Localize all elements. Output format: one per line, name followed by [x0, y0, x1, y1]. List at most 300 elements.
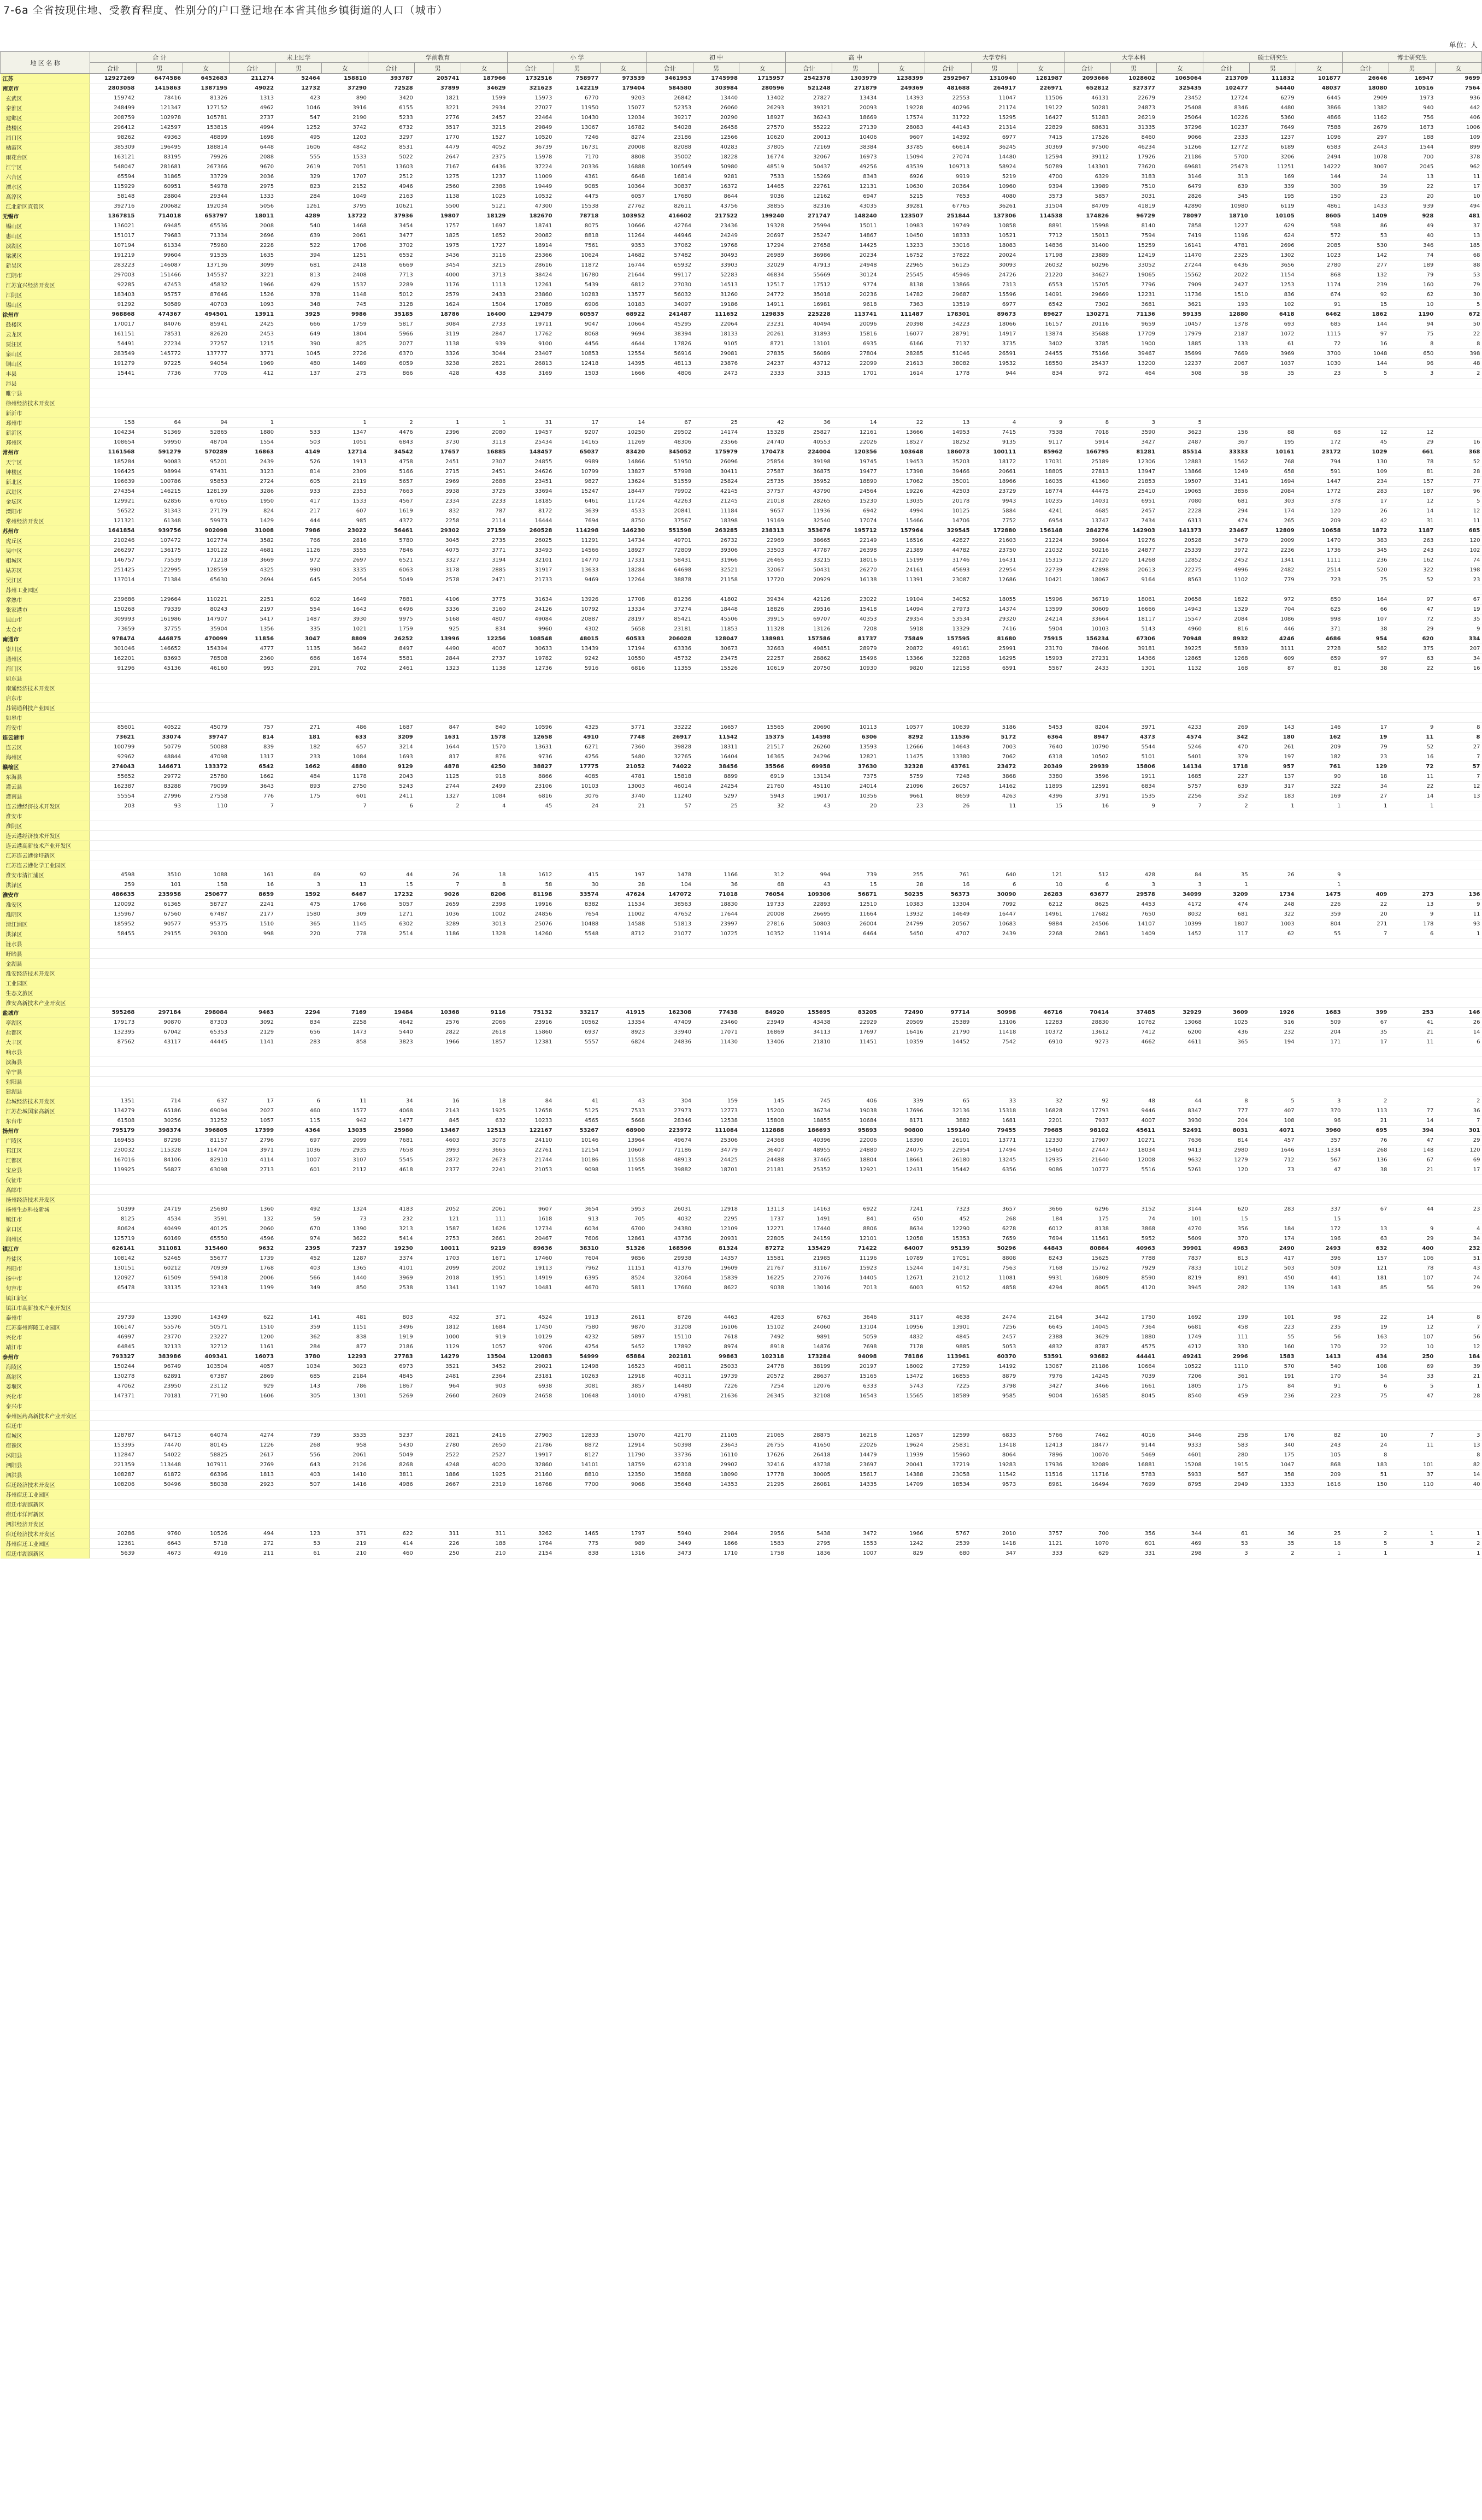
- value-cell: [971, 1087, 1018, 1096]
- value-cell: 23106: [508, 782, 554, 792]
- value-cell: [1343, 949, 1389, 959]
- value-cell: 137: [1250, 772, 1296, 782]
- value-cell: [1018, 1047, 1064, 1057]
- region-name-cell: 扬州经济技术开发区: [1, 1195, 90, 1205]
- region-name-cell: 海陵区: [1, 1362, 90, 1372]
- value-cell: 2660: [415, 1391, 461, 1401]
- value-cell: [1157, 1067, 1203, 1077]
- value-cell: 23: [1435, 1205, 1481, 1214]
- value-cell: [368, 1519, 415, 1529]
- value-cell: [879, 860, 925, 870]
- value-cell: 8075: [554, 221, 600, 231]
- value-cell: 50281: [1064, 103, 1110, 113]
- value-cell: [322, 713, 368, 723]
- value-cell: [971, 1519, 1018, 1529]
- value-cell: [90, 1421, 137, 1431]
- value-cell: 16752: [879, 251, 925, 261]
- value-cell: 4490: [415, 644, 461, 654]
- sub-header: 男: [415, 63, 461, 74]
- value-cell: 44: [1389, 1205, 1435, 1214]
- value-cell: 71384: [136, 575, 183, 585]
- value-cell: 13035: [322, 1126, 368, 1136]
- value-cell: [1157, 959, 1203, 969]
- value-cell: 16768: [508, 1480, 554, 1490]
- value-cell: 48: [1435, 359, 1481, 369]
- value-cell: 8721: [739, 339, 786, 349]
- value-cell: [1064, 949, 1110, 959]
- value-cell: 7653: [925, 192, 972, 202]
- table-row: [1, 290, 1482, 300]
- value-cell: [554, 949, 600, 959]
- value-cell: 42145: [693, 487, 739, 497]
- value-cell: 28875: [786, 1431, 832, 1441]
- value-cell: 1328: [461, 929, 508, 939]
- value-cell: [136, 1490, 183, 1500]
- value-cell: 1253: [1250, 280, 1296, 290]
- value-cell: 7416: [971, 624, 1018, 634]
- value-cell: 1: [1296, 1549, 1343, 1559]
- value-cell: 16: [415, 1096, 461, 1106]
- value-cell: [275, 713, 322, 723]
- value-cell: 4479: [415, 143, 461, 152]
- value-cell: 5012: [368, 290, 415, 300]
- value-cell: 7752: [971, 516, 1018, 526]
- value-cell: [275, 969, 322, 978]
- value-cell: 18774: [1018, 487, 1064, 497]
- value-cell: 274354: [90, 487, 137, 497]
- value-cell: 4453: [1110, 900, 1157, 910]
- value-cell: 7170: [554, 152, 600, 162]
- value-cell: 15102: [739, 1323, 786, 1332]
- table-row: [1, 772, 1482, 782]
- value-cell: 1950: [229, 497, 275, 506]
- value-cell: [600, 585, 646, 595]
- value-cell: 1281987: [1018, 74, 1064, 84]
- value-cell: 7533: [739, 172, 786, 182]
- value-cell: [693, 1490, 739, 1500]
- value-cell: [693, 811, 739, 821]
- value-cell: [322, 1519, 368, 1529]
- value-cell: [786, 388, 832, 398]
- value-cell: 22893: [786, 900, 832, 910]
- value-cell: 1138: [415, 192, 461, 202]
- value-cell: 89627: [1018, 310, 1064, 320]
- value-cell: 9607: [508, 1205, 554, 1214]
- value-cell: [183, 959, 229, 969]
- value-cell: 12599: [925, 1431, 972, 1441]
- value-cell: 46160: [183, 664, 229, 674]
- value-cell: [368, 1401, 415, 1411]
- value-cell: 47981: [646, 1391, 693, 1401]
- value-cell: 1333: [1250, 1480, 1296, 1490]
- value-cell: 5360: [1250, 113, 1296, 123]
- value-cell: 15013: [1064, 231, 1110, 241]
- value-cell: 9129: [368, 762, 415, 772]
- region-name-cell: 盐都区: [1, 1028, 90, 1037]
- value-cell: [1157, 1421, 1203, 1431]
- value-cell: [136, 1087, 183, 1096]
- value-cell: 16218: [832, 1431, 879, 1441]
- value-cell: 17936: [1018, 1460, 1064, 1470]
- value-cell: 2796: [229, 1136, 275, 1146]
- value-cell: 6448: [229, 143, 275, 152]
- value-cell: [1203, 1509, 1250, 1519]
- value-cell: 2186: [368, 1342, 415, 1352]
- value-cell: 36734: [786, 1106, 832, 1116]
- value-cell: 16828: [1018, 1106, 1064, 1116]
- table-row: [1, 1313, 1482, 1323]
- value-cell: 637: [183, 1096, 229, 1106]
- value-cell: 8891: [1018, 221, 1064, 231]
- value-cell: 63336: [646, 644, 693, 654]
- region-name-cell: 吴江区: [1, 575, 90, 585]
- table-row: [1, 811, 1482, 821]
- value-cell: 184: [1250, 1224, 1296, 1234]
- value-cell: [646, 1175, 693, 1185]
- value-cell: 114298: [554, 526, 600, 536]
- value-cell: 81281: [1110, 447, 1157, 457]
- table-row: [1, 801, 1482, 811]
- table-row: [1, 1470, 1482, 1480]
- page-title: 7-6a 全省按现住地、受教育程度、性别分的户口登记地在本省其他乡镇街道的人口（城市）: [3, 4, 448, 16]
- value-cell: 41360: [1064, 477, 1110, 487]
- value-cell: 41: [554, 1096, 600, 1106]
- value-cell: 49811: [646, 1362, 693, 1372]
- value-cell: 45295: [646, 320, 693, 329]
- value-cell: [275, 1303, 322, 1313]
- value-cell: 15581: [739, 1254, 786, 1264]
- value-cell: [1157, 831, 1203, 841]
- value-cell: [1250, 969, 1296, 978]
- value-cell: 8659: [925, 792, 972, 801]
- value-cell: 786: [322, 1382, 368, 1391]
- value-cell: 17: [554, 418, 600, 428]
- value-cell: 16106: [693, 1323, 739, 1332]
- value-cell: [415, 388, 461, 398]
- value-cell: 9670: [229, 162, 275, 172]
- value-cell: [415, 703, 461, 713]
- value-cell: [925, 841, 972, 851]
- value-cell: 32328: [879, 762, 925, 772]
- value-cell: 1966: [229, 280, 275, 290]
- value-cell: 8140: [1110, 221, 1157, 231]
- value-cell: 97431: [183, 467, 229, 477]
- value-cell: 10226: [1203, 113, 1250, 123]
- value-cell: 18701: [693, 1165, 739, 1175]
- sub-header: 女: [739, 63, 786, 74]
- value-cell: [925, 1500, 972, 1509]
- value-cell: 16516: [879, 536, 925, 546]
- value-cell: 2826: [1157, 192, 1203, 202]
- value-cell: 11516: [1018, 1470, 1064, 1480]
- value-cell: 16666: [1110, 605, 1157, 615]
- value-cell: 10372: [1018, 1028, 1064, 1037]
- value-cell: 2268: [1018, 929, 1064, 939]
- value-cell: 84920: [739, 1008, 786, 1018]
- value-cell: 383986: [136, 1352, 183, 1362]
- region-name-cell: 亭湖区: [1, 1018, 90, 1028]
- value-cell: 11081: [971, 1273, 1018, 1283]
- value-cell: [1389, 388, 1435, 398]
- value-cell: 28: [879, 880, 925, 890]
- value-cell: 371: [1296, 624, 1343, 634]
- value-cell: [1435, 1401, 1481, 1411]
- value-cell: 2453: [229, 329, 275, 339]
- value-cell: [786, 939, 832, 949]
- value-cell: [1203, 1293, 1250, 1303]
- value-cell: 136: [1435, 890, 1481, 900]
- value-cell: 9: [1389, 723, 1435, 733]
- value-cell: 79455: [971, 1126, 1018, 1136]
- value-cell: 189: [1389, 261, 1435, 270]
- value-cell: 250: [1389, 1352, 1435, 1362]
- value-cell: 601: [322, 792, 368, 801]
- value-cell: 99863: [693, 1352, 739, 1362]
- value-cell: 115: [275, 1116, 322, 1126]
- value-cell: [971, 1411, 1018, 1421]
- value-cell: [415, 821, 461, 831]
- value-cell: 15526: [693, 664, 739, 674]
- value-cell: 9: [1018, 418, 1064, 428]
- value-cell: 111084: [693, 1126, 739, 1136]
- value-cell: [554, 978, 600, 988]
- value-cell: [1064, 959, 1110, 969]
- value-cell: 7: [415, 880, 461, 890]
- value-cell: 96: [1435, 487, 1481, 497]
- value-cell: [971, 831, 1018, 841]
- value-cell: 14943: [1157, 605, 1203, 615]
- value-cell: 280596: [739, 84, 786, 93]
- value-cell: 9774: [832, 280, 879, 290]
- value-cell: 6542: [229, 762, 275, 772]
- value-cell: [322, 851, 368, 860]
- value-cell: 2433: [461, 290, 508, 300]
- value-cell: 939: [1389, 202, 1435, 211]
- value-cell: 21: [1389, 1165, 1435, 1175]
- value-cell: [368, 674, 415, 683]
- value-cell: 1662: [229, 772, 275, 782]
- value-cell: 2609: [461, 1391, 508, 1401]
- table-row: [1, 497, 1482, 506]
- value-cell: 122995: [136, 565, 183, 575]
- value-cell: 88: [1435, 261, 1481, 270]
- value-cell: 6461: [554, 497, 600, 506]
- value-cell: 2457: [971, 1332, 1018, 1342]
- value-cell: 11251: [1250, 162, 1296, 172]
- value-cell: 3972: [1203, 546, 1250, 556]
- value-cell: 11895: [1018, 782, 1064, 792]
- value-cell: 9699: [1435, 74, 1481, 84]
- value-cell: 968868: [90, 310, 137, 320]
- value-cell: 12671: [879, 1273, 925, 1283]
- value-cell: 47: [1296, 1165, 1343, 1175]
- value-cell: 11790: [600, 1450, 646, 1460]
- value-cell: [1389, 1057, 1435, 1067]
- value-cell: 31865: [136, 172, 183, 182]
- value-cell: [136, 1195, 183, 1205]
- value-cell: [1110, 1175, 1157, 1185]
- value-cell: 5767: [925, 1529, 972, 1539]
- value-cell: 9047: [554, 320, 600, 329]
- value-cell: 43539: [879, 162, 925, 172]
- value-cell: 19113: [508, 1264, 554, 1273]
- value-cell: 33694: [508, 487, 554, 497]
- value-cell: [508, 1057, 554, 1067]
- value-cell: 24772: [739, 290, 786, 300]
- value-cell: 14: [1389, 792, 1435, 801]
- value-cell: 342: [1203, 733, 1250, 742]
- value-cell: 45611: [1110, 1126, 1157, 1136]
- value-cell: 7137: [925, 339, 972, 349]
- value-cell: 6681: [1157, 1323, 1203, 1332]
- value-cell: 3315: [786, 369, 832, 379]
- table-row: [1, 1028, 1482, 1037]
- value-cell: 13068: [1157, 1018, 1203, 1028]
- value-cell: 1365: [322, 1264, 368, 1273]
- value-cell: 1900: [1110, 339, 1157, 349]
- table-row: [1, 988, 1482, 998]
- value-cell: 12158: [925, 664, 972, 674]
- value-cell: [508, 585, 554, 595]
- value-cell: 14866: [600, 457, 646, 467]
- value-cell: 15442: [925, 1165, 972, 1175]
- value-cell: 32136: [925, 1106, 972, 1116]
- value-cell: [925, 1195, 972, 1205]
- value-cell: [229, 1500, 275, 1509]
- value-cell: 409341: [183, 1352, 229, 1362]
- value-cell: [1203, 1519, 1250, 1529]
- value-cell: 79339: [136, 605, 183, 615]
- value-cell: 67: [1389, 1155, 1435, 1165]
- value-cell: [90, 851, 137, 860]
- value-cell: 45946: [925, 270, 972, 280]
- value-cell: 17194: [600, 644, 646, 654]
- value-cell: [554, 1401, 600, 1411]
- value-cell: 230032: [90, 1146, 137, 1155]
- value-cell: 14405: [832, 1273, 879, 1283]
- value-cell: [1157, 1087, 1203, 1096]
- value-cell: 4075: [415, 546, 461, 556]
- value-cell: 22026: [832, 438, 879, 447]
- value-cell: 5246: [1157, 742, 1203, 752]
- value-cell: 9760: [136, 1529, 183, 1539]
- value-cell: 14163: [786, 1205, 832, 1214]
- value-cell: 4996: [1203, 565, 1250, 575]
- value-cell: 17399: [229, 1126, 275, 1136]
- value-cell: 25189: [1064, 457, 1110, 467]
- value-cell: [879, 1195, 925, 1205]
- value-cell: 10383: [879, 900, 925, 910]
- value-cell: 1378: [1203, 320, 1250, 329]
- value-cell: 11856: [229, 634, 275, 644]
- value-cell: 18172: [971, 457, 1018, 467]
- value-cell: 5609: [1157, 1234, 1203, 1244]
- value-cell: 1821: [415, 93, 461, 103]
- value-cell: 5101: [1110, 752, 1157, 762]
- value-cell: [136, 969, 183, 978]
- value-cell: 13467: [415, 1126, 461, 1136]
- sub-header: 合计: [1343, 63, 1389, 74]
- value-cell: 3521: [415, 1362, 461, 1372]
- value-cell: 69485: [136, 221, 183, 231]
- value-cell: 681: [1203, 910, 1250, 919]
- value-cell: [229, 1401, 275, 1411]
- value-cell: 378: [275, 290, 322, 300]
- value-cell: 35002: [646, 152, 693, 162]
- value-cell: 1030: [1296, 359, 1343, 369]
- value-cell: 45136: [136, 664, 183, 674]
- value-cell: [1018, 713, 1064, 723]
- value-cell: 5: [1157, 418, 1203, 428]
- value-cell: 1606: [229, 1391, 275, 1401]
- value-cell: 9943: [971, 497, 1018, 506]
- value-cell: 42126: [786, 595, 832, 605]
- value-cell: 12921: [832, 1165, 879, 1175]
- value-cell: 13334: [600, 605, 646, 615]
- value-cell: 10233: [508, 1116, 554, 1126]
- value-cell: 2: [1343, 1096, 1389, 1106]
- value-cell: 304: [646, 1096, 693, 1106]
- value-cell: 3: [1157, 880, 1203, 890]
- value-cell: 10790: [1064, 742, 1110, 752]
- value-cell: 1: [1296, 801, 1343, 811]
- value-cell: 67: [1435, 595, 1481, 605]
- value-cell: 26842: [646, 93, 693, 103]
- value-cell: 24014: [832, 782, 879, 792]
- value-cell: 16365: [739, 752, 786, 762]
- value-cell: [1110, 1057, 1157, 1067]
- value-cell: 51: [1343, 1470, 1389, 1480]
- region-name-cell: 盱眙县: [1, 949, 90, 959]
- value-cell: [1435, 683, 1481, 693]
- value-cell: 191: [1250, 1372, 1296, 1382]
- value-cell: 2084: [1250, 487, 1296, 497]
- value-cell: 85941: [183, 320, 229, 329]
- value-cell: 1279: [1203, 1155, 1250, 1165]
- value-cell: 195712: [832, 526, 879, 536]
- value-cell: 14: [1389, 1313, 1435, 1323]
- value-cell: 4241: [1018, 506, 1064, 516]
- value-cell: [136, 1057, 183, 1067]
- value-cell: 20178: [925, 497, 972, 506]
- value-cell: 3: [1203, 1549, 1250, 1559]
- value-cell: 8: [1435, 1313, 1481, 1323]
- value-cell: [1203, 1490, 1250, 1500]
- value-cell: 29320: [971, 615, 1018, 624]
- value-cell: 15200: [739, 1106, 786, 1116]
- region-name-cell: 金坛区: [1, 497, 90, 506]
- value-cell: 10: [1343, 1431, 1389, 1441]
- value-cell: [1250, 683, 1296, 693]
- value-cell: [832, 683, 879, 693]
- value-cell: 7659: [971, 1234, 1018, 1244]
- value-cell: 26025: [508, 536, 554, 546]
- value-cell: 9085: [554, 182, 600, 192]
- value-cell: [415, 978, 461, 988]
- value-cell: 107472: [136, 536, 183, 546]
- value-cell: 918: [461, 772, 508, 782]
- value-cell: [508, 1195, 554, 1205]
- value-cell: 481688: [925, 84, 972, 93]
- value-cell: [1435, 811, 1481, 821]
- value-cell: [508, 1411, 554, 1421]
- value-cell: 109713: [925, 162, 972, 172]
- value-cell: [1110, 585, 1157, 595]
- value-cell: 65353: [183, 1028, 229, 1037]
- value-cell: [322, 683, 368, 693]
- value-cell: [1343, 1195, 1389, 1205]
- value-cell: 23112: [183, 1382, 229, 1391]
